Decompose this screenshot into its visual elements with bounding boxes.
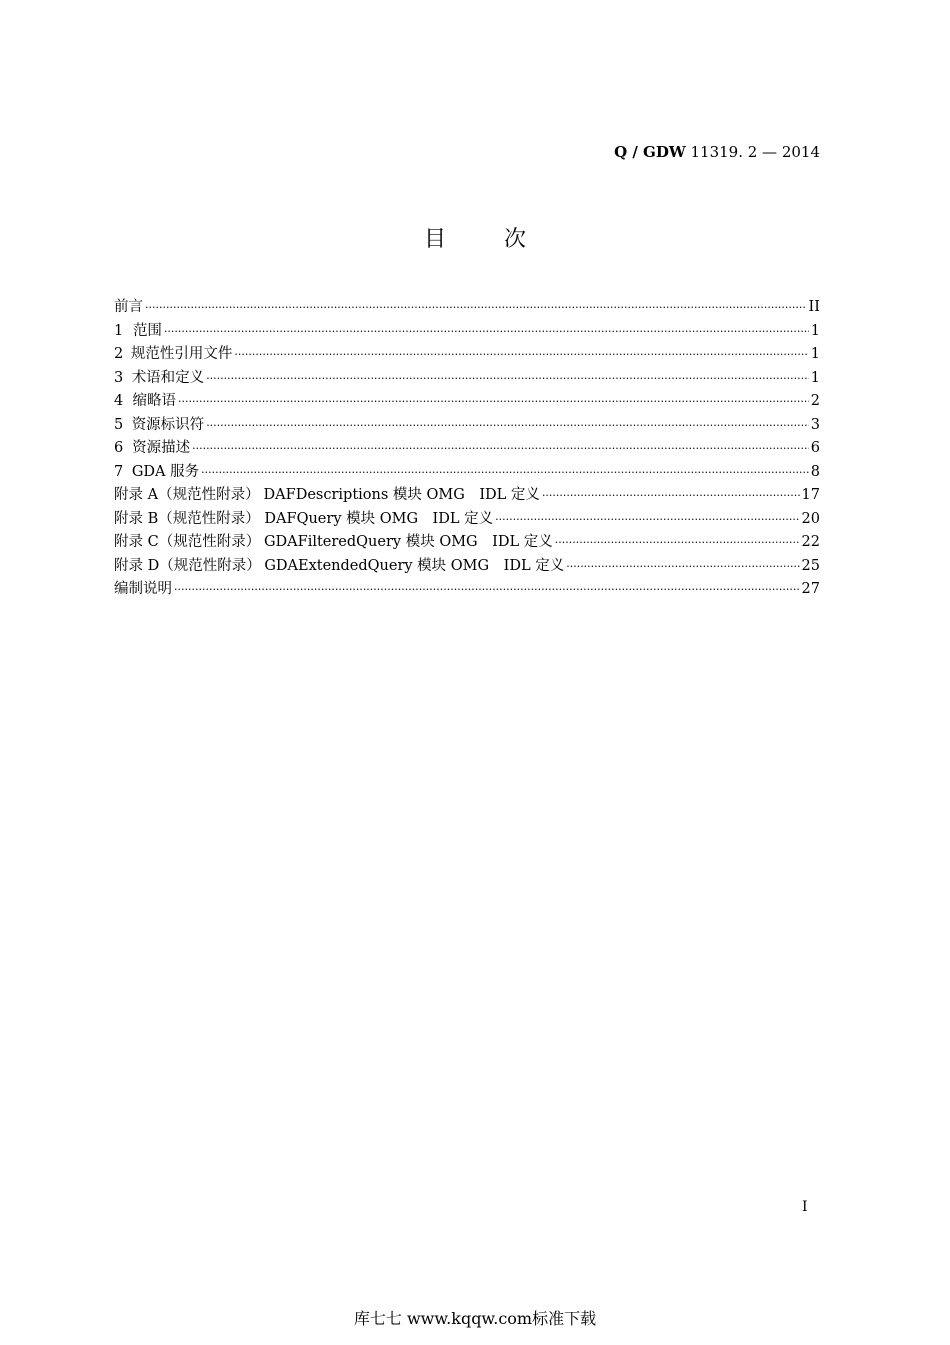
toc-entry-subtitle: GDAFilteredQuery 模块 OMG IDL 定义 — [263, 534, 553, 550]
toc-entry-subtitle: DAFQuery 模块 OMG IDL 定义 — [264, 510, 494, 527]
toc-entry-page: 8 — [810, 463, 820, 480]
toc-entry-page: 25 — [801, 557, 820, 574]
standard-code: 11319. 2 — 2014 — [685, 143, 820, 161]
toc-entry-6[interactable] — [114, 436, 820, 460]
toc-entry-label: 规范性引用文件 — [130, 346, 233, 362]
toc-leader-dots — [164, 325, 809, 338]
toc-leader-dots — [566, 560, 799, 573]
toc-entry-label: 资源描述 — [132, 440, 191, 456]
toc-entry-page: 27 — [801, 581, 820, 597]
toc-leader-dots — [495, 513, 799, 526]
toc-entry-appendix-b[interactable] — [114, 507, 820, 531]
toc-leader-dots — [178, 395, 809, 408]
toc-entry-page: 1 — [810, 346, 820, 362]
toc-entry-foreword[interactable] — [114, 295, 820, 319]
toc-entry-number: 3 — [114, 369, 124, 386]
toc-entry-page: 3 — [810, 416, 820, 433]
standard-prefix: Q / GDW — [614, 143, 686, 161]
toc-entry-2[interactable] — [114, 342, 820, 366]
toc-entry-page: II — [808, 299, 820, 315]
toc-entry-1[interactable] — [114, 319, 820, 343]
toc-entry-7[interactable] — [114, 460, 820, 484]
toc-leader-dots — [555, 536, 800, 549]
toc-leader-dots — [192, 442, 809, 455]
toc-entry-label: 附录 D（规范性附录） — [114, 557, 261, 574]
toc-entry-label: 前言 — [114, 299, 143, 315]
toc-entry-number: 4 — [114, 393, 124, 409]
toc-entry-label: 缩略语 — [132, 393, 177, 409]
toc-entry-label: GDA 服务 — [131, 463, 200, 480]
toc-entry-number: 6 — [114, 440, 124, 456]
toc-leader-dots — [145, 301, 807, 314]
toc-entry-3[interactable] — [114, 366, 820, 390]
toc-entry-appendix-d[interactable] — [114, 554, 820, 578]
toc-entry-label: 附录 C（规范性附录） — [114, 534, 261, 550]
toc-leader-dots — [206, 372, 809, 385]
standard-number — [614, 143, 820, 161]
toc-title: 目次 — [423, 227, 584, 252]
toc-entry-compilation-notes[interactable] — [114, 577, 820, 601]
toc-entry-page: 1 — [810, 322, 820, 339]
toc-entry-label: 范围 — [132, 322, 162, 339]
toc-entry-subtitle: GDAExtendedQuery 模块 OMG IDL 定义 — [264, 557, 565, 574]
toc-leader-dots — [201, 466, 809, 479]
toc-entry-number: 5 — [114, 416, 124, 433]
toc-leader-dots — [174, 583, 800, 596]
toc-entry-page: 2 — [810, 393, 820, 409]
toc-entry-label: 术语和定义 — [131, 369, 205, 386]
toc-entry-page: 17 — [801, 487, 820, 503]
toc-entry-page: 1 — [810, 369, 820, 386]
toc-entry-appendix-a[interactable] — [114, 483, 820, 507]
toc-entry-appendix-c[interactable] — [114, 530, 820, 554]
toc-leader-dots — [234, 348, 808, 361]
toc-leader-dots — [542, 489, 800, 502]
toc-entry-page: 22 — [801, 534, 820, 550]
toc-entry-5[interactable] — [114, 413, 820, 437]
toc-entry-label: 附录 B（规范性附录） — [114, 510, 260, 527]
toc-entry-page: 20 — [801, 510, 820, 527]
toc-entry-number: 2 — [114, 346, 124, 362]
page-number: I — [802, 1199, 808, 1215]
toc-entry-label: 附录 A（规范性附录） — [114, 487, 260, 503]
toc-entry-number: 1 — [114, 322, 124, 339]
toc-entry-label: 资源标识符 — [131, 416, 205, 433]
toc-leader-dots — [206, 419, 809, 432]
toc-entry-subtitle: DAFDescriptions 模块 OMG IDL 定义 — [263, 487, 540, 503]
toc-entry-page: 6 — [810, 440, 820, 456]
footer-watermark: 库七七 www.kqqw.com标准下载 — [353, 1309, 597, 1328]
table-of-contents — [114, 295, 820, 601]
toc-entry-number: 7 — [114, 463, 124, 480]
toc-entry-4[interactable] — [114, 389, 820, 413]
toc-entry-label: 编制说明 — [114, 581, 172, 597]
